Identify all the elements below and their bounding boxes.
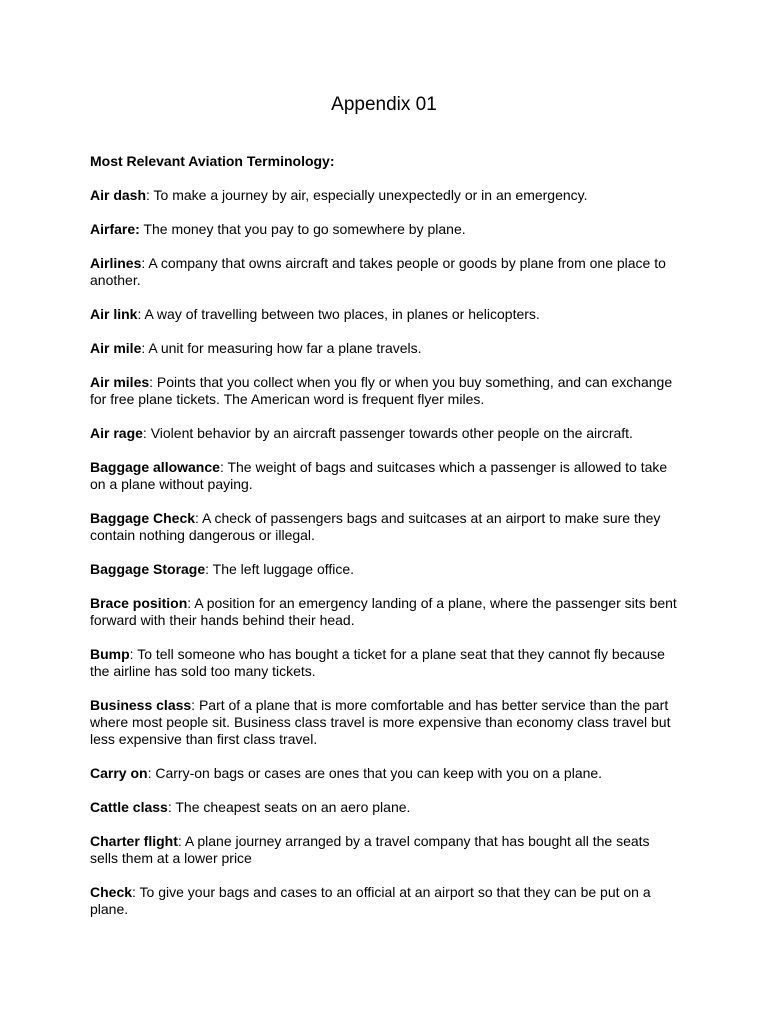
glossary-separator: : [132,884,136,900]
glossary-term: Business class [90,697,192,713]
glossary-definition: Part of a plane that is more comfortable and has better service than the part where most people sit. Business class travel is more expensive than economy class travel but less expensive than first class travel. [90,697,671,747]
glossary-term: Cattle class [90,799,168,815]
glossary-definition: Violent behavior by an aircraft passenger towards other people on the aircraft. [146,425,633,441]
glossary-entry [90,187,680,204]
glossary-entry [90,799,680,816]
glossary-term: Air dash [90,187,147,203]
glossary-separator: : [142,425,147,441]
glossary-entry [90,221,680,238]
glossary-separator: : [205,561,210,577]
glossary-definition: The weight of bags and suitcases which a passenger is allowed to take on a plane without paying. [90,459,668,492]
glossary-entry [90,765,680,782]
glossary-entry [90,697,680,748]
glossary-entry [90,340,680,357]
glossary-separator: : [147,765,152,781]
glossary-separator: : [191,697,196,713]
glossary-term: Airlines [90,255,142,271]
glossary-entry [90,374,680,408]
glossary-separator: : [195,510,199,526]
glossary-term: Charter flight [90,833,178,849]
glossary-separator: : [141,255,146,271]
glossary [90,153,680,935]
glossary-entry [90,833,680,867]
glossary-entry [90,255,680,289]
glossary-entry [90,561,680,578]
glossary-entry [90,595,680,629]
glossary-separator: : [146,187,150,203]
glossary-separator: : [177,833,182,849]
glossary-definition: To tell someone who has bought a ticket for a plane seat that they cannot fly because the airline has sold too many tickets. [90,646,665,679]
glossary-term: Air miles [90,374,150,390]
glossary-separator: : [167,799,172,815]
glossary-definition: Points that you collect when you fly or when you buy something, and can exchange for free plane tickets. The American word is frequent flyer miles. [90,374,673,407]
glossary-term: Baggage Check [90,510,196,526]
glossary-separator: : [137,306,142,322]
glossary-definition: Carry-on bags or cases are ones that you can keep with you on a plane. [151,765,603,781]
glossary-separator: : [219,459,224,475]
glossary-entry [90,425,680,442]
glossary-entry [90,306,680,323]
glossary-separator: : [187,595,192,611]
glossary-definition: The cheapest seats on an aero plane. [171,799,411,815]
section-heading: Most Relevant Aviation Terminology: [90,153,335,169]
glossary-term: Brace position [90,595,188,611]
glossary-definition: A check of passengers bags and suitcases at an airport to make sure they contain nothing dangerous or illegal. [90,510,661,543]
glossary-definition: A unit for measuring how far a plane travels. [145,340,422,356]
glossary-separator: : [129,646,134,662]
glossary-term: Air rage [90,425,143,441]
glossary-entry [90,459,680,493]
glossary-definition: The left luggage office. [209,561,355,577]
glossary-term: Check [90,884,133,900]
glossary-term: Air mile [90,340,142,356]
glossary-definition: To make a journey by air, especially unexpectedly or in an emergency. [149,187,588,203]
glossary-definition: A way of travelling between two places, in planes or helicopters. [141,306,540,322]
glossary-definition: To give your bags and cases to an official at an airport so that they can be put on a plane. [90,884,651,917]
glossary-term: Air link [90,306,138,322]
glossary-term: Bump [90,646,130,662]
glossary-entry [90,510,680,544]
glossary-separator: : [149,374,154,390]
page-title: Appendix 01 [331,94,437,115]
glossary-definition: A position for an emergency landing of a plane, where the passenger sits bent forward with their hands behind their head. [90,595,677,628]
glossary-term: Airfare: [90,221,140,237]
glossary-separator: : [141,340,146,356]
glossary-term: Baggage allowance [90,459,220,475]
glossary-definition: A plane journey arranged by a travel company that has bought all the seats sells them at a lower price [90,833,650,866]
glossary-entry [90,646,680,680]
glossary-definition: A company that owns aircraft and takes people or goods by plane from one place to another. [90,255,666,288]
glossary-definition: The money that you pay to go somewhere by plane. [139,221,466,237]
glossary-term: Baggage Storage [90,561,206,577]
glossary-term: Carry on [90,765,148,781]
glossary-entry [90,884,680,918]
